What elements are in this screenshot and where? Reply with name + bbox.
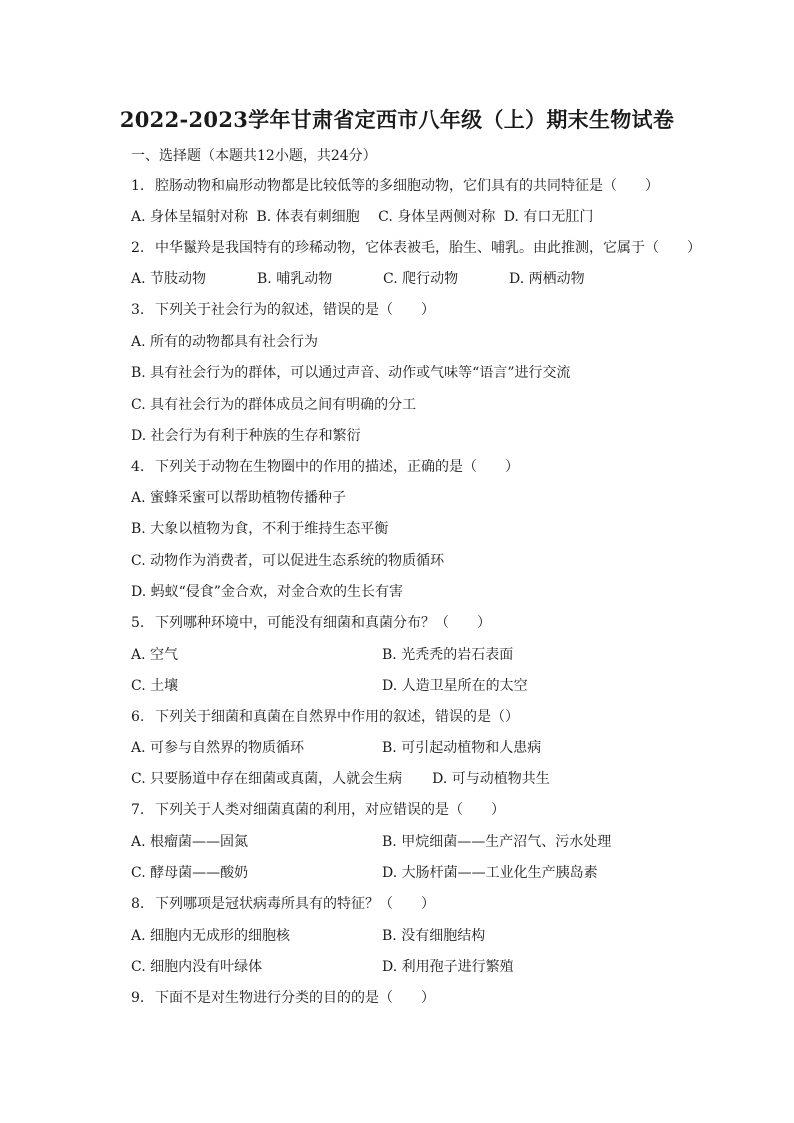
section-heading: 一、选择题（本题共12小题，共24分） (131, 148, 377, 164)
option-b: B. 甲烷细菌——生产沼气、污水处理 (382, 834, 612, 850)
option-a: A. 细胞内无成形的细胞核 (131, 928, 291, 944)
option-b: B. 没有细胞结构 (382, 928, 486, 944)
option-d: D. 可与动植物共生 (432, 771, 550, 787)
question-text: 下列哪种环境中，可能没有细菌和真菌分布？（ ） (155, 615, 491, 631)
option-b: B. 具有社会行为的群体，可以通过声音、动作或气味等“语言”进行交流 (131, 365, 571, 381)
question-text: 下列关于动物在生物圈中的作用的描述，正确的是（ ） (155, 459, 519, 475)
option-a: A. 所有的动物都具有社会行为 (131, 334, 319, 350)
question-number: 8. (131, 896, 145, 912)
question-2 (131, 239, 701, 257)
option-d: D. 大肠杆菌——工业化生产胰岛素 (382, 865, 598, 881)
option-a: A. 根瘤菌——固氮 (131, 834, 249, 850)
question-text: 下面不是对生物进行分类的目的的是（ ） (155, 990, 435, 1006)
question-number: 7. (131, 802, 145, 818)
option-a: A. 身体呈辐射对称 (131, 209, 249, 225)
question-8 (131, 895, 435, 913)
question-1 (131, 177, 659, 195)
option-d: D. 社会行为有利于种族的生存和繁衍 (131, 428, 361, 444)
option-c: C. 爬行动物 (383, 271, 459, 287)
question-text: 腔肠动物和扁形动物都是比较低等的多细胞动物，它们具有的共同特征是（ ） (155, 178, 659, 194)
option-c: C. 动物作为消费者，可以促进生态系统的物质循环 (131, 553, 445, 569)
option-c: C. 身体呈两侧对称 (378, 209, 496, 225)
question-1-options (131, 208, 593, 226)
question-9 (131, 989, 435, 1007)
question-number: 3. (131, 302, 145, 318)
question-number: 2. (131, 240, 145, 256)
option-d: D. 蚂蚁“侵食”金合欢，对金合欢的生长有害 (131, 584, 403, 600)
option-c: C. 细胞内没有叶绿体 (131, 959, 263, 975)
question-6-options-cd (131, 770, 550, 788)
question-number: 5. (131, 615, 145, 631)
option-b: B. 可引起动植物和人患病 (382, 740, 542, 756)
question-text: 中华鬣羚是我国特有的珍稀动物，它体表被毛，胎生、哺乳。由此推测，它属于（ ） (155, 240, 701, 256)
option-b: B. 大象以植物为食，不利于维持生态平衡 (131, 521, 389, 537)
question-text: 下列哪项是冠状病毒所具有的特征？（ ） (155, 896, 435, 912)
option-a: A. 蜜蜂采蜜可以帮助植物传播种子 (131, 490, 347, 506)
option-d: D. 有口无肛门 (503, 209, 594, 225)
option-d: D. 两栖动物 (509, 271, 585, 287)
option-c: C. 具有社会行为的群体成员之间有明确的分工 (131, 397, 417, 413)
option-c: C. 土壤 (131, 678, 179, 694)
question-number: 1. (131, 178, 145, 194)
question-5 (131, 614, 491, 632)
question-number: 4. (131, 459, 145, 475)
question-number: 9. (131, 990, 145, 1006)
option-a: A. 空气 (131, 647, 179, 663)
question-text: 下列关于人类对细菌真菌的利用，对应错误的是（ ） (155, 802, 505, 818)
option-b: B. 哺乳动物 (257, 271, 333, 287)
question-text: 下列关于细菌和真菌在自然界中作用的叙述，错误的是（） (155, 709, 519, 725)
option-a: A. 节肢动物 (131, 271, 207, 287)
question-4 (131, 458, 519, 476)
question-number: 6. (131, 709, 145, 725)
question-2-options (131, 270, 585, 288)
question-7 (131, 801, 505, 819)
question-6 (131, 708, 519, 726)
page-title: 2022-2023学年甘肃省定西市八年级（上）期末生物试卷 (119, 107, 675, 132)
option-b: B. 光秃秃的岩石表面 (382, 647, 514, 663)
option-c: C. 只要肠道中存在细菌或真菌，人就会生病 (131, 771, 403, 787)
question-3 (131, 301, 435, 319)
question-text: 下列关于社会行为的叙述，错误的是（ ） (155, 302, 435, 318)
option-d: D. 人造卫星所在的太空 (382, 678, 528, 694)
option-a: A. 可参与自然界的物质循环 (131, 740, 305, 756)
option-b: B. 体表有刺细胞 (256, 209, 360, 225)
option-d: D. 利用孢子进行繁殖 (382, 959, 514, 975)
option-c: C. 酵母菌——酸奶 (131, 865, 249, 881)
